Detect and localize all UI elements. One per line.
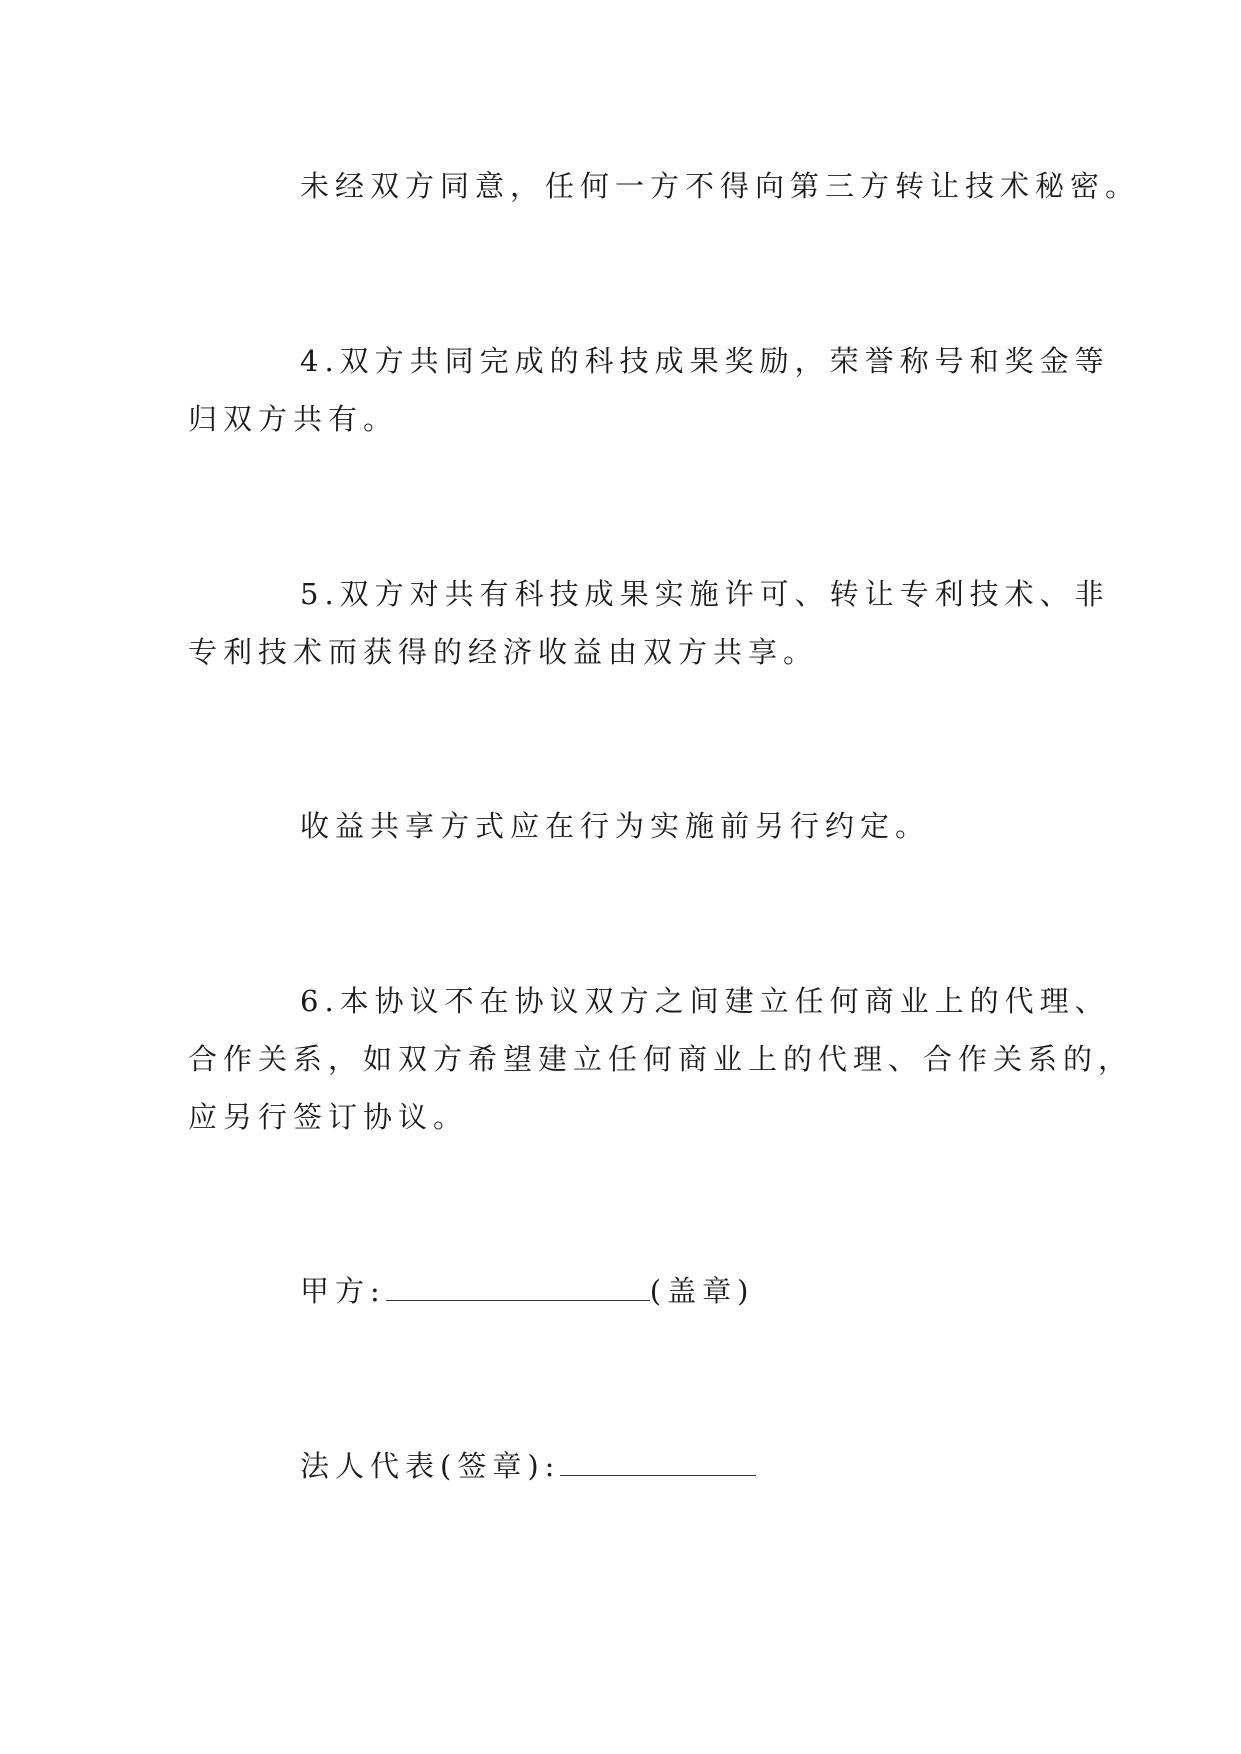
clause-4-line-1: 4.双方共同完成的科技成果奖励，荣誉称号和奖金等 (300, 344, 1110, 378)
clause-6-line-2: 合作关系，如双方希望建立任何商业上的代理、合作关系的， (188, 1042, 1134, 1076)
paragraph-confidentiality: 未经双方同意，任何一方不得向第三方转让技术秘密。 (300, 169, 1141, 203)
party-a-seal-label: (盖章) (649, 1274, 755, 1308)
clause-4-line-2: 归双方共有。 (188, 402, 399, 436)
party-a-label: 甲方: (300, 1274, 386, 1308)
clause-6-line-3: 应另行签订协议。 (188, 1100, 469, 1134)
party-a-signature-line (300, 1273, 754, 1309)
party-a-blank-field[interactable] (386, 1276, 650, 1301)
clause-5-line-1: 5.双方对共有科技成果实施许可、转让专利技术、非 (300, 577, 1110, 611)
legal-representative-signature-line (300, 1448, 756, 1484)
clause-5-line-2: 专利技术而获得的经济收益由双方共享。 (188, 635, 819, 669)
clause-6-line-1: 6.本协议不在协议双方之间建立任何商业上的代理、 (300, 984, 1110, 1018)
legal-representative-label: 法人代表(签章): (300, 1449, 561, 1483)
legal-representative-blank-field[interactable] (560, 1451, 756, 1476)
paragraph-revenue-sharing: 收益共享方式应在行为实施前另行约定。 (300, 809, 931, 843)
